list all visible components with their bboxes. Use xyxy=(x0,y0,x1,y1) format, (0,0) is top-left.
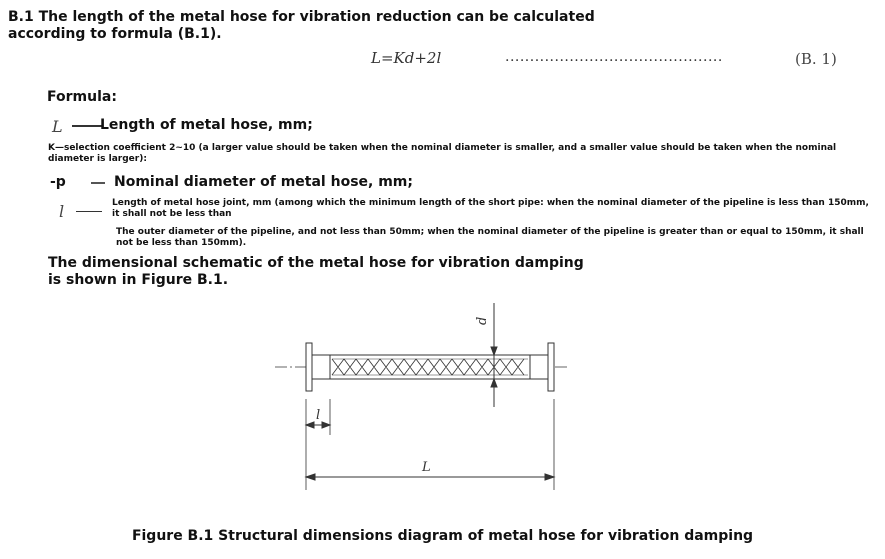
d-arrow-bottom xyxy=(491,379,497,387)
left-flange xyxy=(306,343,312,391)
hose-body xyxy=(330,355,530,379)
definition-L: Length of metal hose, mm; xyxy=(100,117,313,133)
right-flange xyxy=(548,343,554,391)
symbol-l: l xyxy=(59,202,65,221)
definition-l-part1: Length of metal hose joint, mm (among which the minimum length of the short pipe: when the nominal diameter of the pipeline is less than 150mm, it shall not be less than xyxy=(112,198,869,219)
definition-dash xyxy=(72,125,102,127)
definition-dash xyxy=(91,182,105,184)
formula-expression: L=Kd+2l xyxy=(371,49,442,67)
definition-dash xyxy=(76,211,102,212)
definition-l-part2: The outer diameter of the pipeline, and not less than 50mm; when the nominal diameter of the pipeline is greater than or equal to 150mm, it shall not be less than 150mm). xyxy=(116,227,864,248)
label-d: d xyxy=(475,316,490,325)
l-arrow-right xyxy=(322,422,330,428)
label-l: l xyxy=(316,408,321,423)
formula-number: (B. 1) xyxy=(795,50,837,68)
label-L: L xyxy=(422,460,431,475)
symbol-p: -p xyxy=(50,174,66,190)
schematic-text: The dimensional schematic of the metal hose for vibration damping is shown in Figure B.1. xyxy=(48,255,584,288)
definition-K: K—selection coefficient 2~10 (a larger value should be taken when the nominal diameter is smaller, and a smaller value should be taken when the nominal diameter is larger): xyxy=(48,143,837,164)
formula-leader-dots: ............................................ xyxy=(505,49,723,65)
definition-p: Nominal diameter of metal hose, mm; xyxy=(114,174,413,190)
L-arrow-right xyxy=(545,474,554,480)
L-arrow-left xyxy=(306,474,315,480)
d-arrow-top xyxy=(491,347,497,355)
left-nipple xyxy=(312,355,330,379)
section-heading: B.1 The length of the metal hose for vibration reduction can be calculated according to formula (B.1). xyxy=(8,9,595,42)
hose-diagram xyxy=(270,295,580,495)
figure-caption: Figure B.1 Structural dimensions diagram of metal hose for vibration damping xyxy=(131,528,754,544)
symbol-L: L xyxy=(52,117,63,136)
l-arrow-left xyxy=(306,422,314,428)
formula-label: Formula: xyxy=(47,89,117,105)
right-nipple xyxy=(530,355,548,379)
